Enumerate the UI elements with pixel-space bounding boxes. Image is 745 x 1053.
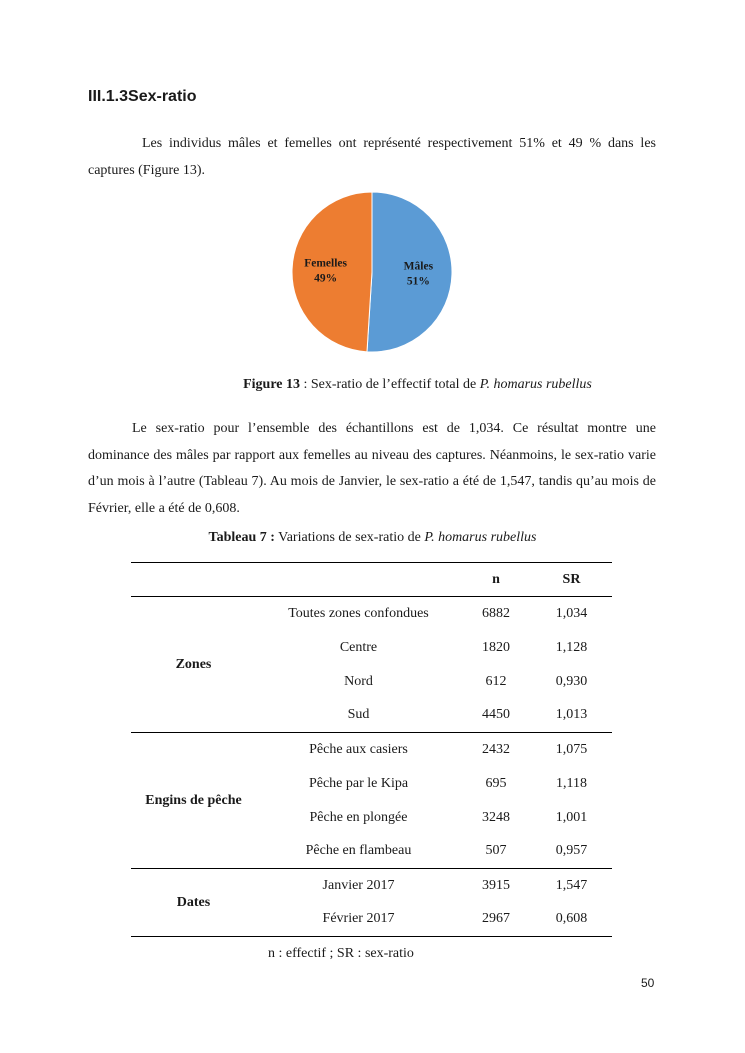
row-label: Janvier 2017 <box>322 877 395 893</box>
row-n: 695 <box>485 775 507 791</box>
header-cell-sr: SR <box>562 571 581 587</box>
row-label: Pêche par le Kipa <box>308 775 409 791</box>
row-n: 507 <box>485 843 507 859</box>
table-header-row <box>131 563 612 597</box>
table-row <box>131 869 612 903</box>
table-row <box>131 597 612 631</box>
row-n: 6882 <box>482 605 510 621</box>
row-sr: 0,957 <box>555 843 588 859</box>
row-label: Pêche en plongée <box>309 809 408 825</box>
paragraph-1-text: Les individus mâles et femelles ont représenté respectivement 51% et 49 % dans les captures (Figure 13). <box>88 136 656 178</box>
row-label: Centre <box>339 639 378 655</box>
table-label: Tableau 7 : <box>208 530 275 545</box>
figure-caption-species: P. homarus rubellus <box>479 377 592 392</box>
header-cell-n: n <box>492 571 500 587</box>
row-label: Pêche aux casiers <box>309 741 408 757</box>
section-heading <box>88 88 197 106</box>
pie-category-label: Mâles <box>403 260 434 273</box>
group-label-dates: Dates <box>176 894 211 910</box>
row-sr: 1,118 <box>556 775 587 791</box>
row-sr: 1,128 <box>555 639 588 655</box>
table-row <box>131 733 612 767</box>
paragraph-2 <box>88 416 656 522</box>
figure-caption <box>0 377 745 393</box>
row-n: 1820 <box>482 639 510 655</box>
row-n: 4450 <box>482 707 510 723</box>
table-caption-text: Variations de sex-ratio de <box>274 530 425 545</box>
row-label: Sud <box>347 707 370 723</box>
pie-value-label: 49% <box>314 272 338 285</box>
row-label: Toutes zones confondues <box>288 605 429 621</box>
section-title: Sex-ratio <box>128 88 197 105</box>
pie-value-label: 51% <box>406 275 430 288</box>
row-sr: 0,930 <box>555 673 588 689</box>
paragraph-2-text: Le sex-ratio pour l’ensemble des échantillons est de 1,034. Ce résultat montre une dominance des mâles par rapport aux femelles au niveau des captures. Néanmoins, le sex-ratio varie d’un mois à l’autre (Tableau 7). Au mois de Janvier, le sex-ratio a été de 1,547, tandis qu’au mois de Février, elle a été de 0,608. <box>88 421 656 516</box>
row-n: 2432 <box>482 741 510 757</box>
row-label: Pêche en flambeau <box>305 843 412 859</box>
pie-chart <box>285 188 460 356</box>
row-sr: 1,013 <box>555 707 588 723</box>
sex-ratio-table <box>131 562 612 937</box>
row-sr: 1,075 <box>555 741 588 757</box>
row-sr: 0,608 <box>555 911 588 927</box>
row-sr: 1,034 <box>555 605 588 621</box>
table-note: n : effectif ; SR : sex-ratio <box>268 946 414 961</box>
pie-category-label: Femelles <box>304 257 348 270</box>
page-number: 50 <box>641 976 655 990</box>
row-n: 612 <box>485 673 507 689</box>
row-label: Nord <box>344 673 373 689</box>
table-caption <box>0 530 745 546</box>
row-label: Février 2017 <box>322 911 395 927</box>
row-sr: 1,547 <box>555 877 588 893</box>
table-caption-species: P. homarus rubellus <box>424 530 537 545</box>
row-n: 3248 <box>482 809 510 825</box>
header-cell-1 <box>131 563 256 597</box>
group-label-zones: Zones <box>175 656 212 672</box>
section-number: III.1.3 <box>88 88 129 105</box>
group-label-engins: Engins de pêche <box>145 792 242 808</box>
figure-caption-text: : Sex-ratio de l’effectif total de <box>300 377 480 392</box>
figure-label: Figure 13 <box>243 377 300 392</box>
header-cell-2 <box>256 563 461 597</box>
pie-chart-svg <box>285 188 460 356</box>
row-n: 2967 <box>482 911 510 927</box>
paragraph-1 <box>88 131 656 184</box>
row-n: 3915 <box>482 877 510 893</box>
row-sr: 1,001 <box>555 809 588 825</box>
